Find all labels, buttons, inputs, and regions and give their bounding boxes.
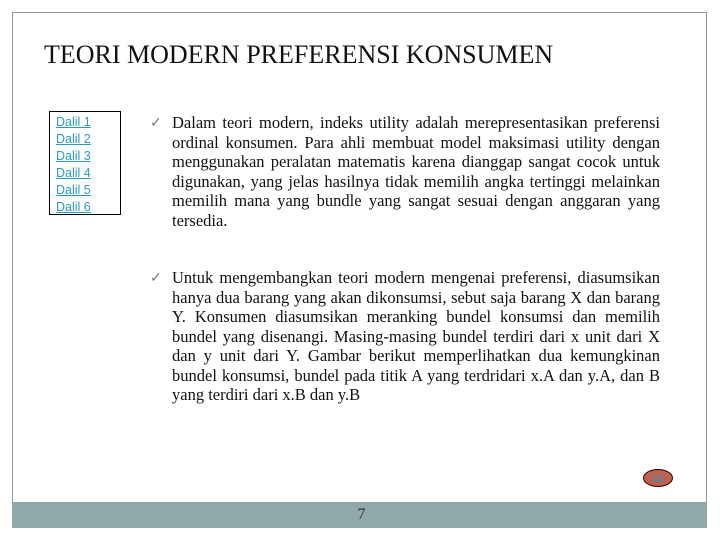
link-dalil-6[interactable]: Dalil 6 <box>56 200 91 214</box>
slide-title: TEORI MODERN PREFERENSI KONSUMEN <box>44 40 554 69</box>
dalil-links-box <box>49 111 121 215</box>
page-number: 7 <box>357 506 366 523</box>
bullet-paragraph-2: Untuk mengembangkan teori modern mengenai preferensi, diasumsikan hanya dua barang yang akan dikonsumsi, sebut saja barang X dan barang Y. Konsumen diasumsikan meranking bundel konsumsi dan memilih bundel yang disenangi. Masing-masing bundel terdiri dari x unit dari X dan y unit dari Y. Gambar berikut memperlihatkan dua kemungkinan bundel konsumsi, bundel pada titik A yang terdridari x.A dan y.A, dan B yang terdiri dari x.B dan y.B <box>172 268 660 404</box>
link-dalil-5[interactable]: Dalil 5 <box>56 183 91 197</box>
link-dalil-4[interactable]: Dalil 4 <box>56 166 91 180</box>
check-arrow-icon: ✓ <box>150 116 162 131</box>
nav-action-button[interactable]: Dalil <box>643 469 673 487</box>
check-arrow-icon: ✓ <box>150 271 162 286</box>
link-dalil-1[interactable]: Dalil 1 <box>56 115 91 129</box>
footer-bar <box>12 502 707 528</box>
link-dalil-2[interactable]: Dalil 2 <box>56 132 91 146</box>
link-dalil-3[interactable]: Dalil 3 <box>56 149 91 163</box>
bullet-paragraph-1: Dalam teori modern, indeks utility adalah merepresentasikan preferensi ordinal konsumen. Para ahli membuat model maksimasi utility dengan menggunakan peralatan matematis karena dianggap sangat cocok untuk digunakan, yang jelas hasilnya tidak memilih angka tertinggi melainkan memilih mana yang bundle yang sangat sesuai dengan anggaran yang tersedia. <box>172 113 660 230</box>
